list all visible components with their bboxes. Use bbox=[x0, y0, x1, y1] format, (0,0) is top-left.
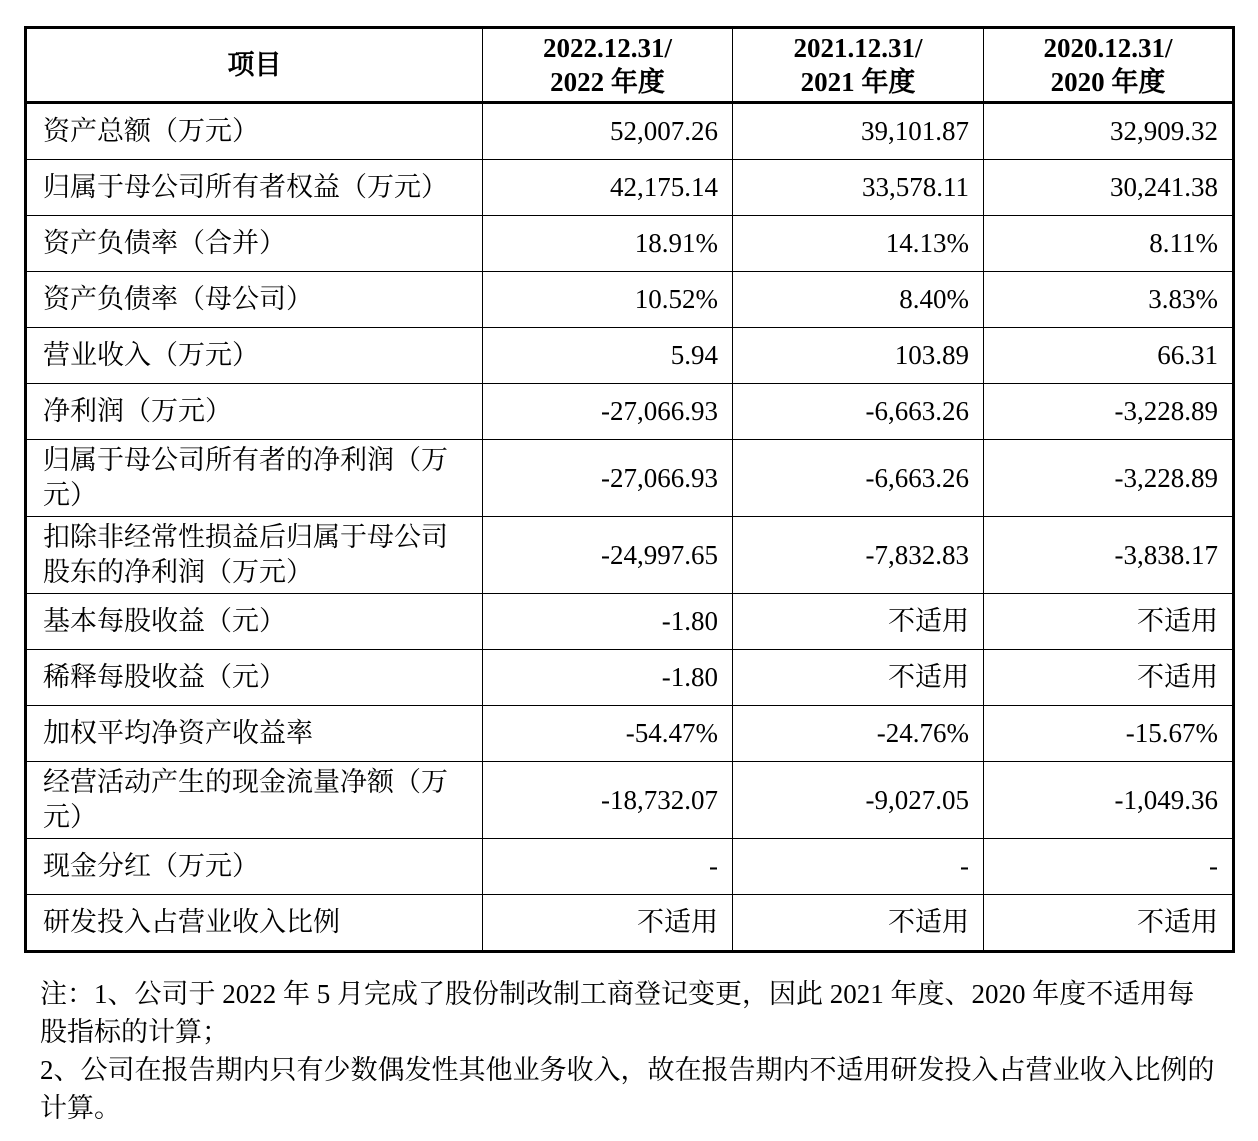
cell-2022: -54.47% bbox=[483, 706, 733, 762]
table-row bbox=[26, 650, 1234, 706]
cell-2021: -24.76% bbox=[733, 706, 984, 762]
cell-2021: 33,578.11 bbox=[733, 160, 984, 216]
cell-2021: 不适用 bbox=[733, 895, 984, 952]
cell-2020: 不适用 bbox=[984, 895, 1234, 952]
cell-2022: 18.91% bbox=[483, 216, 733, 272]
cell-2021: 14.13% bbox=[733, 216, 984, 272]
cell-2022: - bbox=[483, 839, 733, 895]
cell-2021: - bbox=[733, 839, 984, 895]
header-2021: 2021.12.31/ 2021 年度 bbox=[733, 28, 984, 103]
row-label: 归属于母公司所有者的净利润（万元） bbox=[26, 440, 483, 517]
cell-2020: -3,228.89 bbox=[984, 384, 1234, 440]
cell-2020: 3.83% bbox=[984, 272, 1234, 328]
footnote-1: 注：1、公司于 2022 年 5 月完成了股份制改制工商登记变更，因此 2021 年度、2020 年度不适用每股指标的计算； bbox=[40, 979, 1195, 1047]
cell-2022: 10.52% bbox=[483, 272, 733, 328]
financial-summary-table bbox=[24, 26, 1235, 953]
cell-2022: -27,066.93 bbox=[483, 440, 733, 517]
row-label: 资产负债率（合并） bbox=[26, 216, 483, 272]
table-row bbox=[26, 160, 1234, 216]
header-2022: 2022.12.31/ 2022 年度 bbox=[483, 28, 733, 103]
table-row bbox=[26, 594, 1234, 650]
footnote-2: 2、公司在报告期内只有少数偶发性其他业务收入，故在报告期内不适用研发投入占营业收入比例的计算。 bbox=[40, 1055, 1215, 1123]
cell-2022: 5.94 bbox=[483, 328, 733, 384]
row-label: 扣除非经常性损益后归属于母公司股东的净利润（万元） bbox=[26, 517, 483, 594]
table-row bbox=[26, 839, 1234, 895]
cell-2020: -1,049.36 bbox=[984, 762, 1234, 839]
cell-2022: 不适用 bbox=[483, 895, 733, 952]
row-label: 归属于母公司所有者权益（万元） bbox=[26, 160, 483, 216]
cell-2021: 8.40% bbox=[733, 272, 984, 328]
cell-2020: -3,228.89 bbox=[984, 440, 1234, 517]
cell-2021: -7,832.83 bbox=[733, 517, 984, 594]
table-row bbox=[26, 103, 1234, 160]
footnotes bbox=[40, 975, 1220, 1127]
row-label: 资产负债率（母公司） bbox=[26, 272, 483, 328]
cell-2020: - bbox=[984, 839, 1234, 895]
table-row bbox=[26, 216, 1234, 272]
cell-2021: 103.89 bbox=[733, 328, 984, 384]
cell-2020: 不适用 bbox=[984, 650, 1234, 706]
table-row bbox=[26, 762, 1234, 839]
row-label: 现金分红（万元） bbox=[26, 839, 483, 895]
cell-2022: -27,066.93 bbox=[483, 384, 733, 440]
row-label: 资产总额（万元） bbox=[26, 103, 483, 160]
row-label: 净利润（万元） bbox=[26, 384, 483, 440]
row-label: 营业收入（万元） bbox=[26, 328, 483, 384]
cell-2022: 52,007.26 bbox=[483, 103, 733, 160]
cell-2020: 8.11% bbox=[984, 216, 1234, 272]
cell-2021: 39,101.87 bbox=[733, 103, 984, 160]
cell-2020: 30,241.38 bbox=[984, 160, 1234, 216]
cell-2021: -6,663.26 bbox=[733, 384, 984, 440]
cell-2022: -1.80 bbox=[483, 594, 733, 650]
table-row bbox=[26, 272, 1234, 328]
header-item: 项目 bbox=[26, 28, 483, 103]
cell-2022: -24,997.65 bbox=[483, 517, 733, 594]
table-row bbox=[26, 328, 1234, 384]
table-row bbox=[26, 706, 1234, 762]
table-row bbox=[26, 517, 1234, 594]
table-row bbox=[26, 440, 1234, 517]
cell-2020: -3,838.17 bbox=[984, 517, 1234, 594]
cell-2021: -6,663.26 bbox=[733, 440, 984, 517]
cell-2021: -9,027.05 bbox=[733, 762, 984, 839]
table-row bbox=[26, 384, 1234, 440]
row-label: 加权平均净资产收益率 bbox=[26, 706, 483, 762]
row-label: 基本每股收益（元） bbox=[26, 594, 483, 650]
row-label: 经营活动产生的现金流量净额（万元） bbox=[26, 762, 483, 839]
cell-2022: -18,732.07 bbox=[483, 762, 733, 839]
header-2020: 2020.12.31/ 2020 年度 bbox=[984, 28, 1234, 103]
cell-2022: -1.80 bbox=[483, 650, 733, 706]
cell-2021: 不适用 bbox=[733, 650, 984, 706]
header-row bbox=[26, 28, 1234, 103]
cell-2020: -15.67% bbox=[984, 706, 1234, 762]
cell-2020: 不适用 bbox=[984, 594, 1234, 650]
cell-2020: 66.31 bbox=[984, 328, 1234, 384]
cell-2020: 32,909.32 bbox=[984, 103, 1234, 160]
table-row bbox=[26, 895, 1234, 952]
cell-2021: 不适用 bbox=[733, 594, 984, 650]
cell-2022: 42,175.14 bbox=[483, 160, 733, 216]
row-label: 研发投入占营业收入比例 bbox=[26, 895, 483, 952]
row-label: 稀释每股收益（元） bbox=[26, 650, 483, 706]
